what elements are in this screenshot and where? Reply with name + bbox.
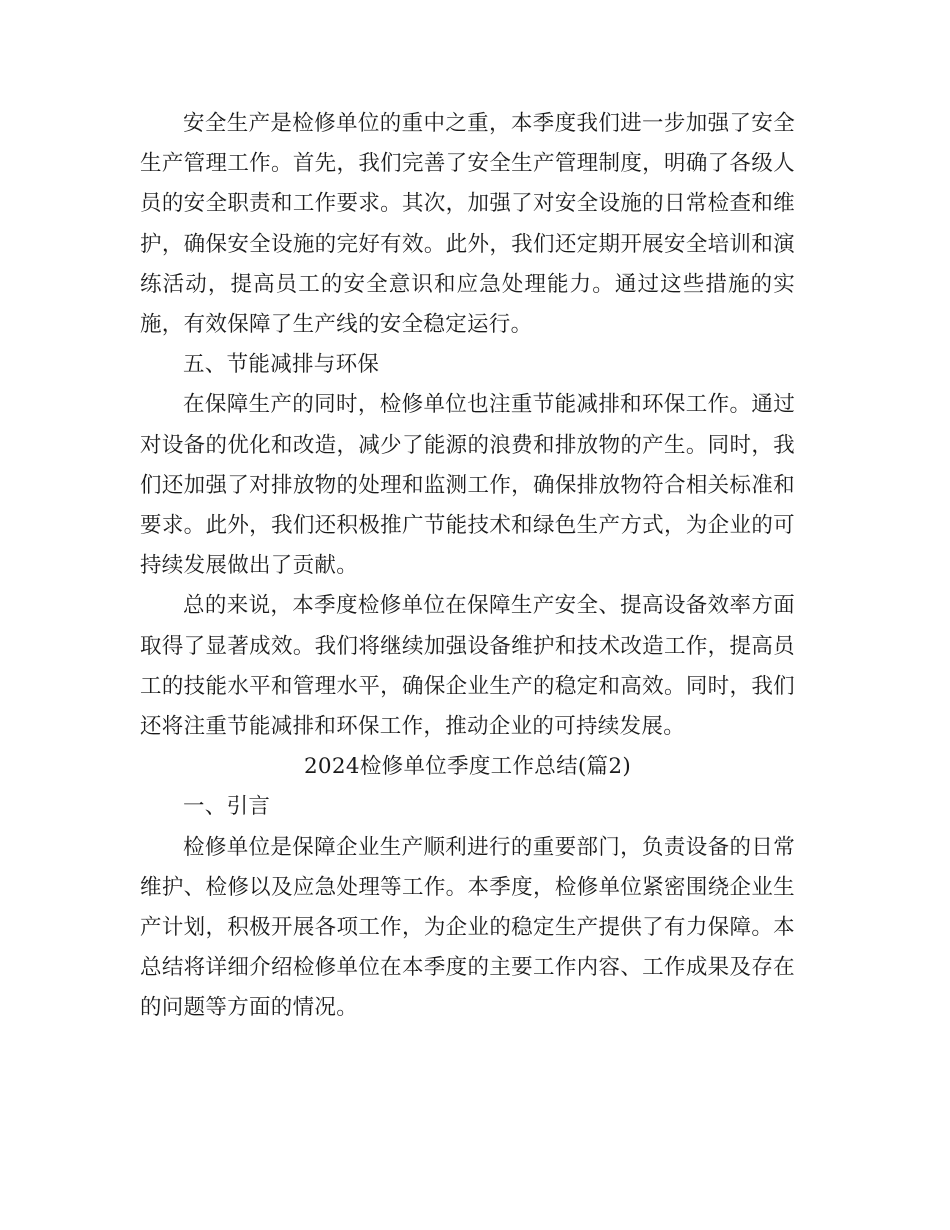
document-page [140, 104, 795, 1029]
section-heading-introduction: 一、引言 [183, 794, 271, 820]
document-title-part-2: 2024检修单位季度工作总结(篇2) [303, 754, 632, 780]
paragraph-safety-production: 安全生产是检修单位的重中之重，本季度我们进一步加强了安全生产管理工作。首先，我们完善了安全生产管理制度，明确了各级人员的安全职责和工作要求。其次，加强了对安全设施的日常检查和维护，确保安全设施的完好有效。此外，我们还定期开展安全培训和演练活动，提高员工的安全意识和应急处理能力。通过这些措施的实施，有效保障了生产线的安全稳定运行。 [140, 111, 795, 338]
paragraph-summary: 总的来说，本季度检修单位在保障生产安全、提高设备效率方面取得了显著成效。我们将继续加强设备维护和技术改造工作，提高员工的技能水平和管理水平，确保企业生产的稳定和高效。同时，我们还将注重节能减排和环保工作，推动企业的可持续发展。 [140, 593, 795, 740]
section-heading-energy-saving: 五、节能减排与环保 [183, 352, 380, 378]
paragraph-energy-saving: 在保障生产的同时，检修单位也注重节能减排和环保工作。通过对设备的优化和改造，减少了能源的浪费和排放物的产生。同时，我们还加强了对排放物的处理和监测工作，确保排放物符合相关标准和要求。此外，我们还积极推广节能技术和绿色生产方式，为企业的可持续发展做出了贡献。 [140, 392, 795, 579]
paragraph-introduction: 检修单位是保障企业生产顺利进行的重要部门，负责设备的日常维护、检修以及应急处理等工作。本季度，检修单位紧密围绕企业生产计划，积极开展各项工作，为企业的稳定生产提供了有力保障。本总结将详细介绍检修单位在本季度的主要工作内容、工作成果及存在的问题等方面的情况。 [140, 834, 795, 1021]
